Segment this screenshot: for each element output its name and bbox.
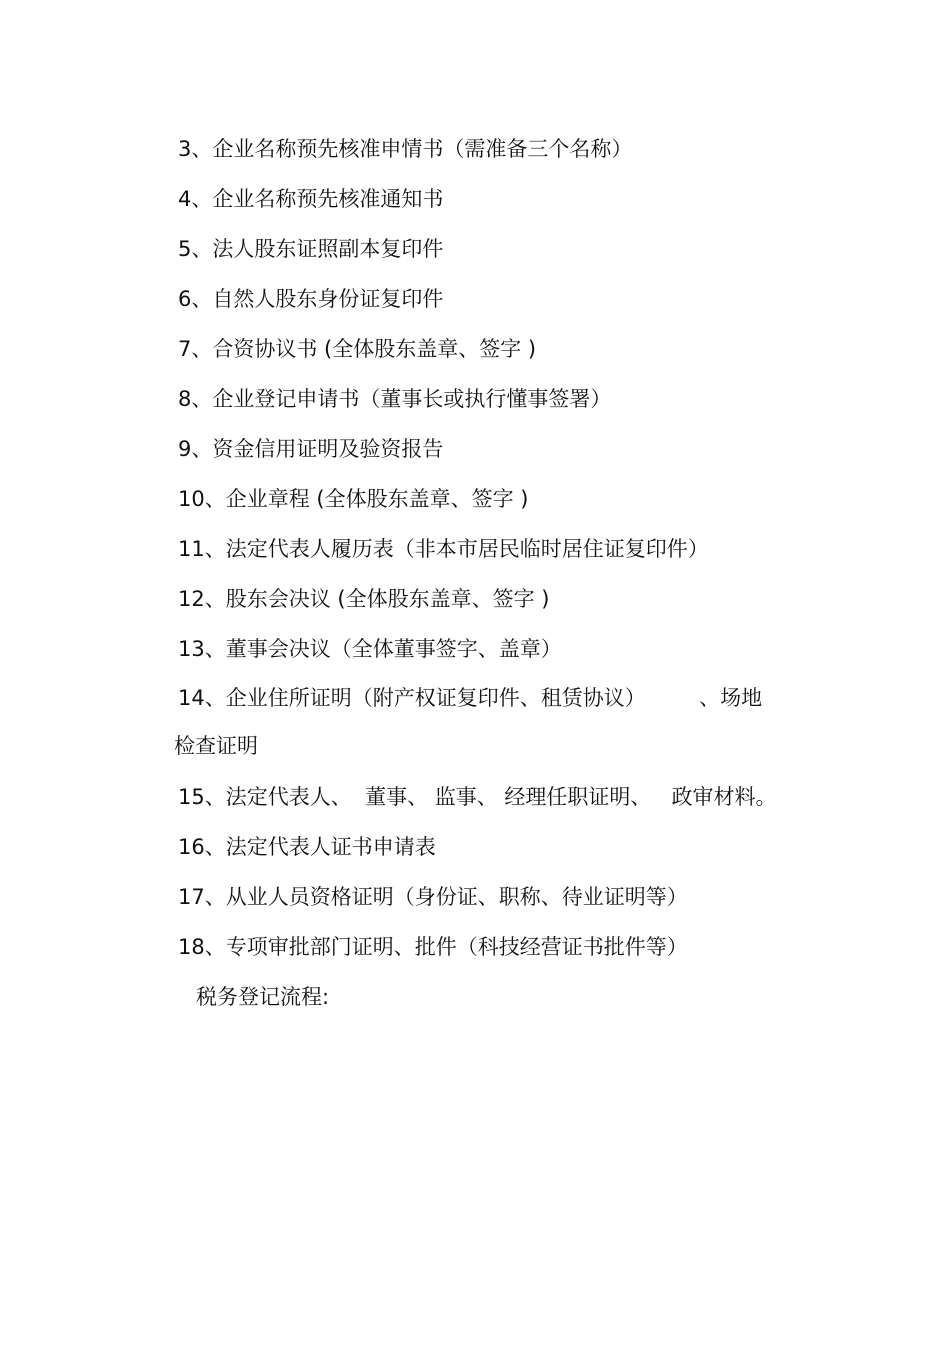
list-item: 4、企业名称预先核准通知书 xyxy=(178,187,444,211)
list-item: 13、董事会决议（全体董事签字、盖章） xyxy=(178,637,562,661)
list-item: 7、合资协议书 (全体股东盖章、签字 ) xyxy=(178,337,537,361)
list-item: 16、法定代表人证书申请表 xyxy=(178,835,436,859)
list-item-14 xyxy=(174,674,818,772)
document-list xyxy=(174,124,818,1022)
list-item: 11、法定代表人履历表（非本市居民临时居住证复印件） xyxy=(178,537,709,561)
list-item: 12、股东会决议 (全体股东盖章、签字 ) xyxy=(178,587,550,611)
list-item: 8、企业登记申请书（董事长或执行懂事签署） xyxy=(178,387,612,411)
list-item: 18、专项审批部门证明、批件（科技经营证书批件等） xyxy=(178,935,688,959)
list-item-14-line1: 14、企业住所证明（附产权证复印件、租赁协议） 、场地 xyxy=(178,686,763,710)
list-item: 17、从业人员资格证明（身份证、职称、待业证明等） xyxy=(178,885,688,909)
list-item: 5、法人股东证照副本复印件 xyxy=(178,237,444,261)
list-item: 10、企业章程 (全体股东盖章、签字 ) xyxy=(178,487,529,511)
list-item-14-line2: 检查证明 xyxy=(174,734,258,758)
list-item: 3、企业名称预先核准申情书（需准备三个名称） xyxy=(178,137,633,161)
list-item: 15、法定代表人、 董事、 监事、 经理任职证明、 政审材料。 xyxy=(178,785,777,809)
list-item: 6、自然人股东身份证复印件 xyxy=(178,287,444,311)
list-item: 9、资金信用证明及验资报告 xyxy=(178,437,444,461)
section-heading: 税务登记流程: xyxy=(196,985,330,1009)
